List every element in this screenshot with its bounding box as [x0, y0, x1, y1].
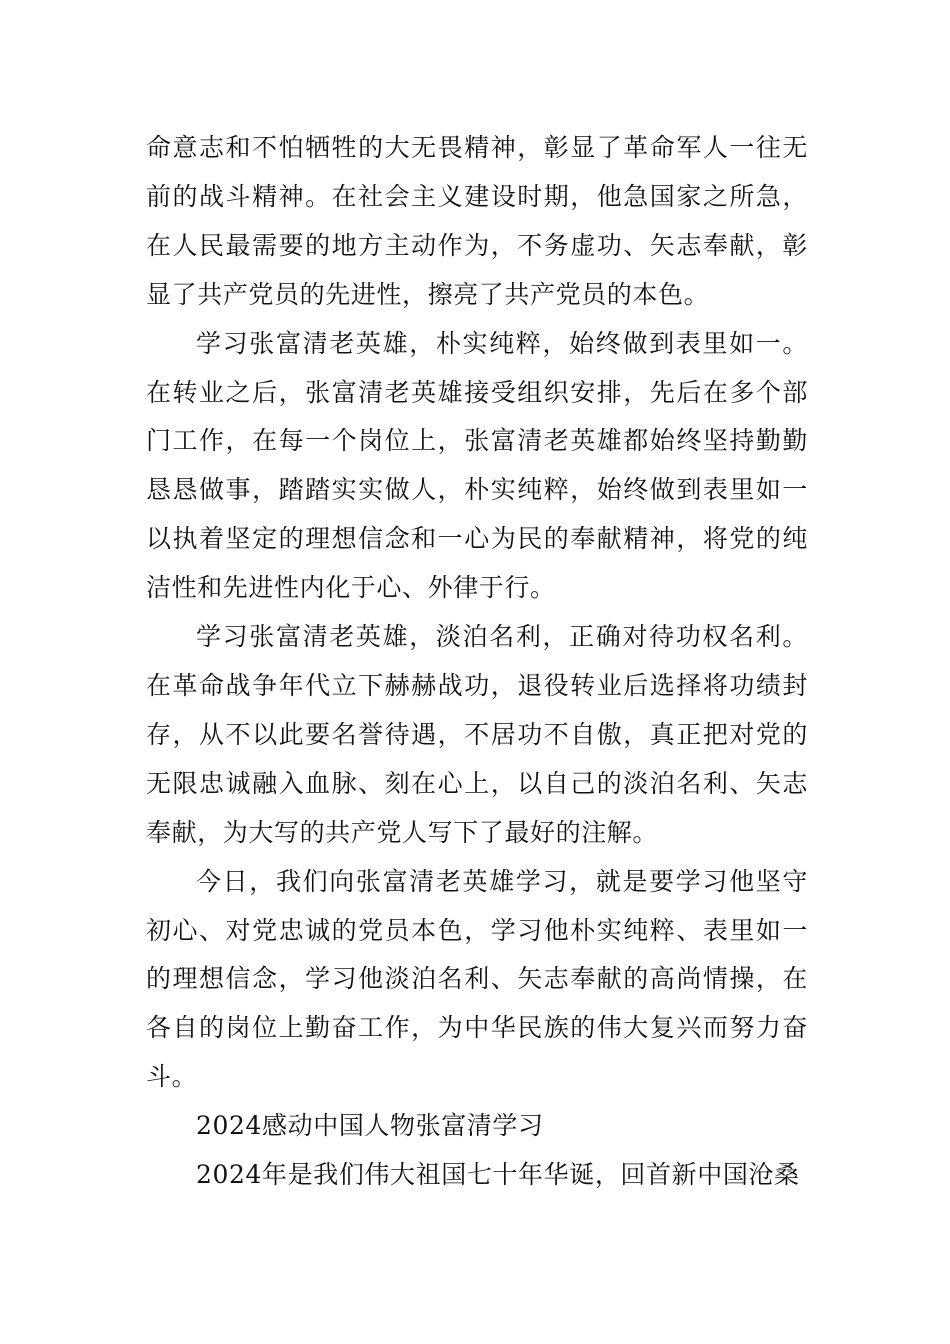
paragraph-continued: 命意志和不怕牺牲的大无畏精神，彰显了革命军人一往无前的战斗精神。在社会主义建设时期，他急国家之所急，在人民最需要的地方主动作为，不务虚功、矢志奉献，彰显了共产党员的先进性，擦亮了共产党员的本色。	[146, 133, 808, 309]
paragraph-fame: 学习张富清老英雄，淡泊名利，正确对待功权名利。在革命战争年代立下赫赫战功，退役转业后选择将功绩封存，从不以此要名誉待遇，不居功不自傲，真正把对党的无限忠诚融入血脉、刻在心上，以自己的淡泊名利、矢志奉献，为大写的共产党人写下了最好的注解。	[146, 622, 808, 847]
paragraph-conclusion: 今日，我们向张富清老英雄学习，就是要学习他坚守初心、对党忠诚的党员本色，学习他朴实纯粹、表里如一的理想信念，学习他淡泊名利、矢志奉献的高尚情操，在各自的岗位上勤奋工作，为中华民族的伟大复兴而努力奋斗。	[146, 866, 808, 1092]
paragraph-honesty: 学习张富清老英雄，朴实纯粹，始终做到表里如一。在转业之后，张富清老英雄接受组织安排，先后在多个部门工作，在每一个岗位上，张富清老英雄都始终坚持勤勤恳恳做事，踏踏实实做人，朴实纯粹，始终做到表里如一以执着坚定的理想信念和一心为民的奉献精神，将党的纯洁性和先进性内化于心、外律于行。	[146, 328, 808, 603]
paragraph-new-section: 2024年是我们伟大祖国七十年华诞，回首新中国沧桑	[196, 1160, 800, 1190]
section-heading: 2024感动中国人物张富清学习	[196, 1111, 544, 1141]
document-body	[146, 124, 808, 1200]
